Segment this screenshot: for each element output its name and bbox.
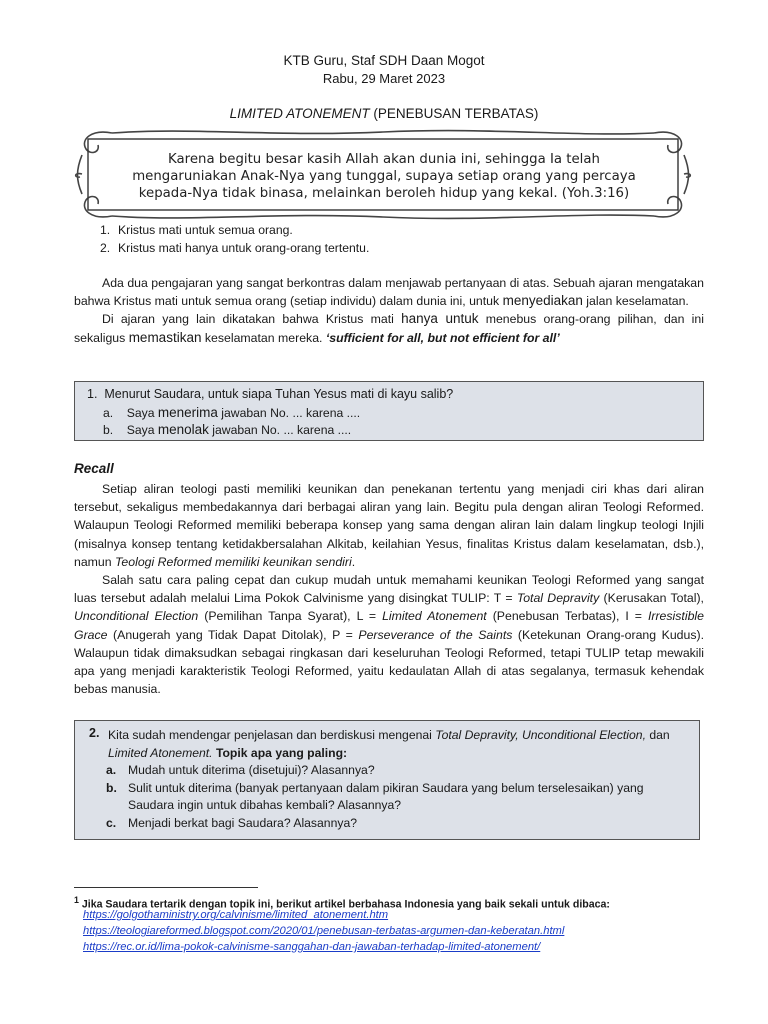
emphasis-text: memastikan xyxy=(128,329,202,345)
italic-text: Limited Atonement xyxy=(382,609,487,624)
question-1 xyxy=(87,387,453,401)
emphasis-text: menolak xyxy=(157,422,209,437)
document-date: Rabu, 29 Maret 2023 xyxy=(322,71,446,86)
footnote-body: Jika Saudara tertarik dengan topik ini, berikut artikel berbahasa Indonesia yang baik sekali untuk dibaca: xyxy=(78,898,610,911)
option-label: b. xyxy=(103,423,114,437)
italic-text: Irresistible Grace xyxy=(74,609,704,642)
question-2-text xyxy=(108,726,688,762)
footnote-link-3[interactable]: https://rec.or.id/lima-pokok-calvinisme-sanggahan-dan-jawaban-terhadap-limited-atonement/ xyxy=(83,941,541,953)
emphasis-text: menyediakan xyxy=(502,293,583,309)
italic-text: Total Depravity, Unconditional Election, xyxy=(435,728,646,742)
option-text: jawaban No. ... karena .... xyxy=(217,406,361,420)
intro-text: menebus orang-orang pilihan, dan ini sekaligus xyxy=(74,312,704,345)
recall-text: Salah satu cara paling cepat dan cukup mudah untuk memahami keunikan Teologi Reformed yang sangat luas tersebut adalah melalui Lima Pokok Calvinisme yang disingkat TULIP: T = xyxy=(74,573,704,606)
option-text: Kristus mati hanya untuk orang-orang tertentu. xyxy=(118,241,370,255)
intro-text: Di ajaran yang lain dikatakan bahwa Kristus mati xyxy=(102,312,402,327)
intro-text: keselamatan mereka. xyxy=(201,330,326,345)
quote-text: ‘sufficient for all, but not efficient for all’ xyxy=(325,330,560,345)
recall-text: . xyxy=(351,554,356,569)
question-number: 1. xyxy=(87,387,98,401)
option-label: a. xyxy=(103,406,114,420)
recall-text: (Penebusan Terbatas), I = xyxy=(486,609,648,624)
intro-section xyxy=(74,274,704,347)
emphasis-text: menerima xyxy=(157,405,218,420)
document-title: KTB Guru, Staf SDH Daan Mogot xyxy=(283,53,485,68)
question-text: dan xyxy=(645,728,670,742)
verse-line: mengaruniakan Anak-Nya yang tunggal, supaya setiap orang yang percaya xyxy=(132,169,636,184)
footnote-link-2[interactable]: https://teologiareformed.blogspot.com/2020/01/penebusan-terbatas-argumen-dan-keberatan.html xyxy=(83,925,565,937)
intro-text: Ada dua pengajaran yang sangat berkontras dalam menjawab pertanyaan di atas. Sebuah ajaran mengatakan bahwa Kristus mati untuk semua orang (setiap individu) dalam dunia ini, untuk xyxy=(74,276,704,309)
question-box-2 xyxy=(74,720,700,840)
recall-paragraph xyxy=(74,480,704,571)
option-text: Kristus mati untuk semua orang. xyxy=(118,223,293,237)
footnote-divider xyxy=(74,887,258,888)
option-text: Menjadi berkat bagi Saudara? Alasannya? xyxy=(128,816,358,830)
topic-option-b xyxy=(106,781,644,795)
italic-text: Unconditional Election xyxy=(74,609,199,624)
intro-paragraph xyxy=(74,274,704,310)
topic-heading xyxy=(0,106,768,121)
option-text: jawaban No. ... karena .... xyxy=(208,423,352,437)
footnote-mark: 1 xyxy=(74,895,79,905)
option-text: Saya xyxy=(126,406,158,420)
recall-text: (Anugerah yang Tidak Dapat Ditolak), P = xyxy=(107,627,359,642)
italic-text: Total Depravity xyxy=(516,591,600,606)
recall-section xyxy=(74,480,704,698)
answer-option-a xyxy=(103,405,360,420)
verse-line: kepada-Nya tidak binasa, melainkan beroleh hidup yang kekal. (Yoh.3:16) xyxy=(138,186,630,201)
recall-text: (Ketekunan Orang-orang Kudus). Walaupun tidak dimaksudkan sebagai ringkasan dari keseluruhan Teologi Reformed, tetapi TULIP tetap mewakili apa yang menjadi karakteristik Teologi Reformed, yaitu kedaulatan Allah di atas segalanya, termasuk kehendak bebas manusia. xyxy=(74,627,705,697)
recall-text: (Kerusakan Total), xyxy=(599,591,704,606)
option-label: c. xyxy=(106,816,117,830)
topic-heading-rest: (PENEBUSAN TERBATAS) xyxy=(369,106,539,121)
question-text: Menurut Saudara, untuk siapa Tuhan Yesus mati di kayu salib? xyxy=(104,387,454,401)
question-box-1 xyxy=(74,381,704,441)
option-text: Mudah untuk diterima (disetujui)? Alasannya? xyxy=(128,763,375,777)
bold-text: Topik apa yang paling: xyxy=(212,746,348,760)
italic-text: Perseverance of the Saints xyxy=(358,627,513,642)
verse-line: Karena begitu besar kasih Allah akan dunia ini, sehingga Ia telah xyxy=(168,152,600,167)
recall-heading: Recall xyxy=(74,461,114,476)
option-label: b. xyxy=(106,781,117,795)
emphasis-text: hanya untuk xyxy=(401,311,479,327)
footnote-link-1[interactable]: https://golgothaministry.org/calvinisme/limited_atonement.htm xyxy=(83,909,389,921)
option-number: 1. xyxy=(100,223,111,237)
topic-option-b-cont: Saudara ingin untuk dibahas kembali? Alasannya? xyxy=(128,798,402,812)
option-number: 2. xyxy=(100,241,111,255)
answer-option-b xyxy=(103,422,351,437)
topic-heading-italic: LIMITED ATONEMENT xyxy=(229,106,370,121)
recall-paragraph xyxy=(74,571,704,698)
italic-text: Teologi Reformed memiliki keunikan sendiri xyxy=(115,554,352,569)
option-text: Saya xyxy=(126,423,158,437)
topic-option-a xyxy=(106,763,375,777)
option-2 xyxy=(100,240,369,257)
question-number: 2. xyxy=(89,726,100,740)
bible-verse xyxy=(0,151,768,202)
intro-paragraph xyxy=(74,310,704,346)
recall-text: (Pemilihan Tanpa Syarat), L = xyxy=(198,609,383,624)
question-text: Kita sudah mendengar penjelasan dan berdiskusi mengenai xyxy=(108,728,436,742)
intro-text: jalan keselamatan. xyxy=(582,294,689,309)
topic-option-c xyxy=(106,816,358,830)
italic-text: Limited Atonement. xyxy=(108,746,213,760)
option-text: Sulit untuk diterima (banyak pertanyaan dalam pikiran Saudara yang belum terselesaikan) yang xyxy=(128,781,644,795)
option-label: a. xyxy=(106,763,117,777)
option-1 xyxy=(100,222,293,239)
recall-text: Setiap aliran teologi pasti memiliki keunikan dan penekanan tertentu yang menjadi ciri khas dari aliran tersebut, sekaligus membedakannya dari berbagai aliran yang lain. Begitu pula dengan aliran Teologi Reformed. Walaupun Teologi Reformed memiliki beberapa konsep yang sama dengan aliran lain dalam lingkup teologi Injili (misalnya konsep tentang ketidakbersalahan Alkitab, keilahian Yesus, finalitas Kristus dalam keselamatan, dsb.), namun xyxy=(74,482,704,569)
